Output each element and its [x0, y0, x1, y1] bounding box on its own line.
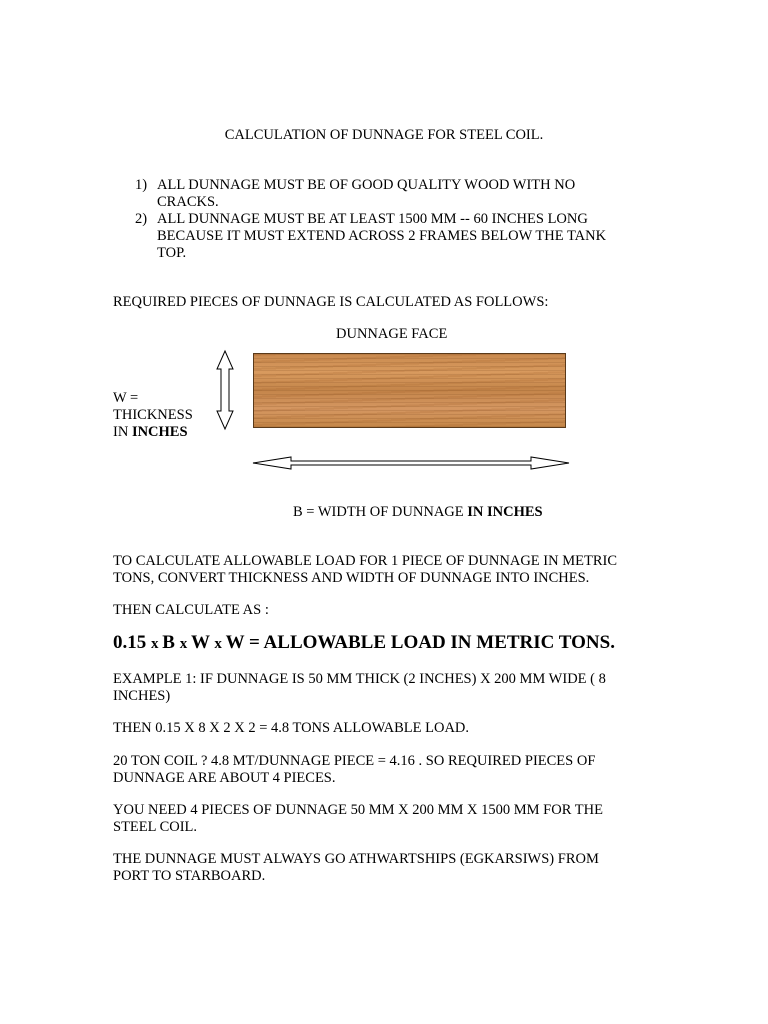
list-item-number: 1) [135, 177, 148, 193]
required-intro: REQUIRED PIECES OF DUNNAGE IS CALCULATED AS FOLLOWS: [113, 294, 549, 310]
list-item-text: ALL DUNNAGE MUST BE AT LEAST 1500 MM -- 60 INCHES LONG BECAUSE IT MUST EXTEND ACROSS 2 FRAMES BELOW THE TANK TOP. [157, 211, 607, 261]
dunnage-face-label: DUNNAGE FACE [336, 326, 448, 342]
w-label-line2: THICKNESS [113, 407, 193, 423]
list-item-number: 2) [135, 211, 148, 227]
w-label-line3: IN INCHES [113, 424, 188, 440]
coil-calculation: 20 TON COIL ? 4.8 MT/DUNNAGE PIECE = 4.16 . SO REQUIRED PIECES OF DUNNAGE ARE ABOUT 4 PIECES. [113, 753, 596, 786]
list-item-text: ALL DUNNAGE MUST BE OF GOOD QUALITY WOOD WITH NO CRACKS. [157, 177, 576, 210]
load-formula: 0.15 x B x W x W = ALLOWABLE LOAD IN METRIC TONS. [113, 632, 615, 653]
then-calculate: THEN CALCULATE AS : [113, 602, 269, 618]
list-item [135, 211, 615, 262]
calc-intro: TO CALCULATE ALLOWABLE LOAD FOR 1 PIECE OF DUNNAGE IN METRIC TONS, CONVERT THICKNESS AND WIDTH OF DUNNAGE INTO INCHES. [113, 553, 617, 586]
requirements-list [135, 177, 615, 262]
example-1: EXAMPLE 1: IF DUNNAGE IS 50 MM THICK (2 INCHES) X 200 MM WIDE ( 8 INCHES) [113, 671, 606, 704]
thickness-arrow-icon [214, 349, 236, 431]
example-result: THEN 0.15 X 8 X 2 X 2 = 4.8 TONS ALLOWABLE LOAD. [113, 720, 470, 736]
page-title: CALCULATION OF DUNNAGE FOR STEEL COIL. [224, 127, 544, 143]
list-item [135, 177, 615, 211]
width-arrow-icon [251, 455, 571, 471]
w-label-line1: W = [113, 390, 139, 406]
pieces-needed: YOU NEED 4 PIECES OF DUNNAGE 50 MM X 200 MM X 1500 MM FOR THE STEEL COIL. [113, 802, 603, 835]
dunnage-board-image [253, 353, 566, 428]
direction-note: THE DUNNAGE MUST ALWAYS GO ATHWARTSHIPS (EGKARSIWS) FROM PORT TO STARBOARD. [113, 851, 599, 884]
width-label: B = WIDTH OF DUNNAGE IN INCHES [293, 504, 543, 520]
